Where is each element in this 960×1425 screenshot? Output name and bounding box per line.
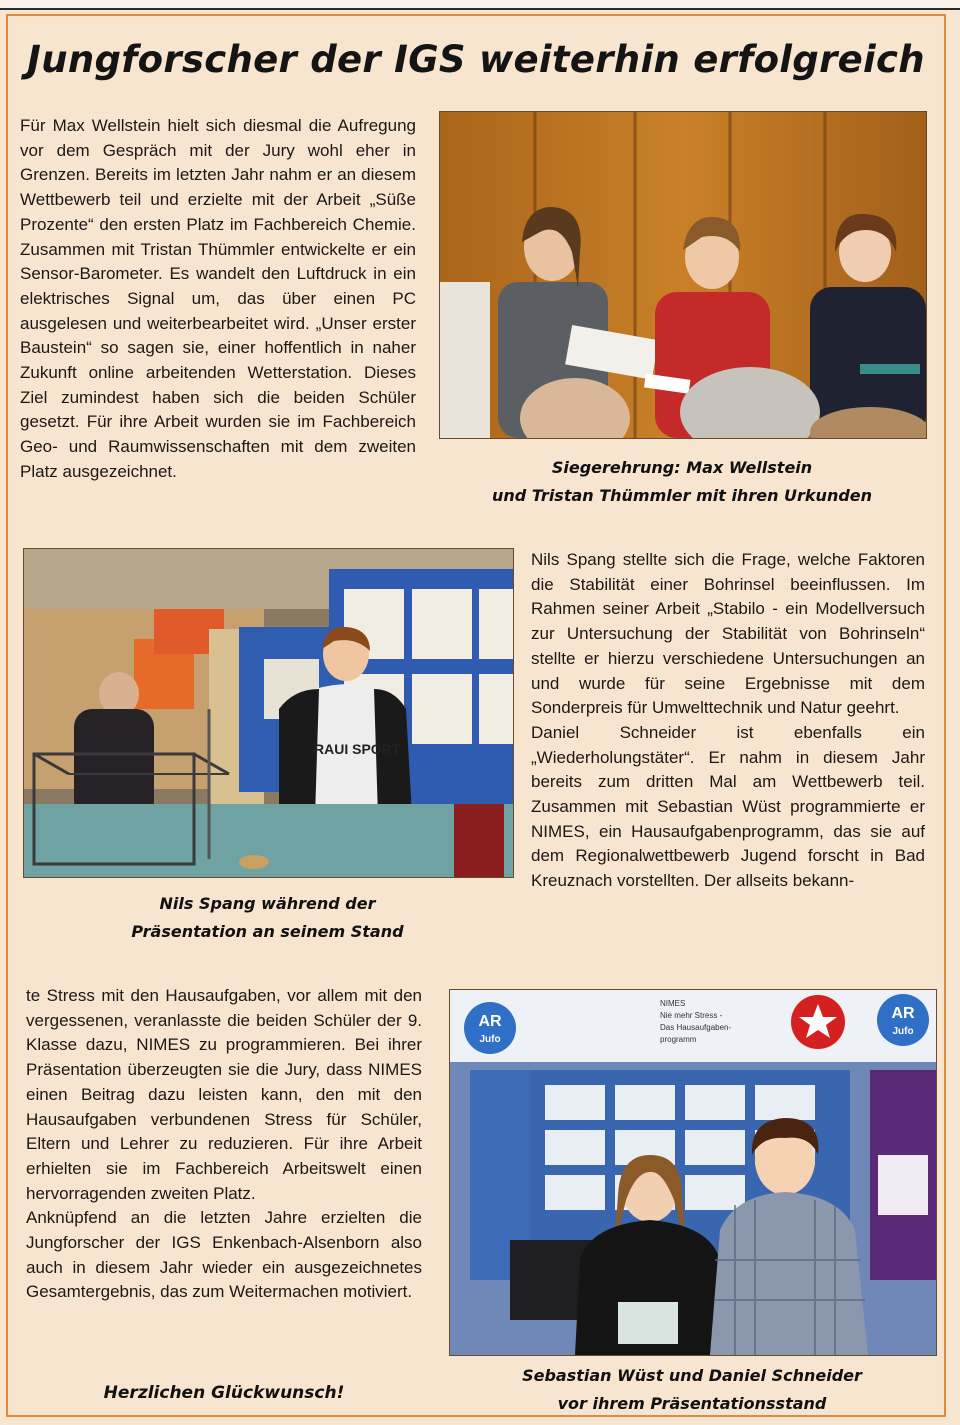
board-subtitle-text: Das Hausaufgaben- <box>660 1023 732 1032</box>
paragraph-nimes <box>26 984 422 1305</box>
presentation-stand-image <box>450 990 936 1355</box>
paragraph-text: Nils Spang stellte sich die Frage, welche Faktoren die Stabilität einer Bohrinsel beeinflussen. Im Rahmen seiner Arbeit „Stabilo - ein Modellversuch zur Untersuchung der Stabilität von Bohrinseln“ stellte er hierzu verschiedene Untersuchungen an und wurde für seine Ergebnisse mit dem Sonderpreis für Umwelttechnik und Natur geehrt. <box>531 550 925 718</box>
logo-right-bottom-text: Jufo <box>892 1026 914 1037</box>
caption-line: Siegerehrung: Max Wellstein <box>551 458 813 477</box>
photo-nils-spang <box>23 548 514 878</box>
logo-left-top-text: AR <box>478 1013 502 1030</box>
photo-award-ceremony <box>439 111 927 439</box>
caption-nils-spang <box>23 890 512 946</box>
paragraph-text: Daniel Schneider ist ebenfalls ein „Wiederholungstäter“. Er nahm in diesem Jahr bereits zum dritten Mal am Wettbewerb teil. Zusammen mit Sebastian Wüst programmierte er NIMES, ein Hausaufgabenprogramm, das sie auf dem Regionalwettbewerb Jugend forscht in Bad Kreuznach vorstellten. Der allseits bekann- <box>531 722 925 891</box>
paragraph-max-wellstein <box>20 114 416 485</box>
article-frame <box>6 14 946 1417</box>
paragraph-text: te Stress mit den Hausaufgaben, vor allem mit den vergessenen, veranlasste die beiden Schüler der 9. Klasse dazu, NIMES zu programmieren. Bei ihrer Präsentation überzeugten sie die Jury, dass NIMES einen Beitrag dazu leisten kann, den mit den Hausaufgaben verbundenen Stress für Schüler, Eltern und Lehrer zu reduzieren. Für ihre Arbeit erhielten sie im Fachbereich Arbeitswelt einen hervorragenden zweiten Platz. <box>26 986 422 1203</box>
caption-line: Präsentation an seinem Stand <box>131 922 404 941</box>
paragraph-text: Anknüpfend an die letzten Jahre erzielten die Jungforscher der IGS Enkenbach-Alsenborn also auch in diesem Jahr wieder ein ausgezeichnetes Gesamtergebnis, das zum Weitermachen motiviert. <box>26 1208 422 1302</box>
nils-spang-image <box>24 549 513 877</box>
caption-award-ceremony <box>439 454 925 510</box>
board-subtitle-text: Nie mehr Stress - <box>660 1011 723 1020</box>
paragraph-nils-daniel <box>531 548 925 894</box>
paragraph-text: Für Max Wellstein hielt sich diesmal die Aufregung vor dem Gespräch mit der Jury wohl eher in Grenzen. Bereits im letzten Jahr nahm er an diesem Wettbewerb teil und erzielte mit der Arbeit „Süße Prozente“ den ersten Platz im Fachbereich Chemie. Zusammen mit Tristan Thümmler entwickelte er ein Sensor-Barometer. Es wandelt den Luftdruck in ein elektrisches Signal um, das über einen PC ausgelesen und weiterbearbeitet wird. „Unser erster Baustein“ so sagen sie, einer hoffentlich in naher Zukunft online arbeitenden Wetterstation. Dieses Ziel zumindest haben sich die beiden Schüler gesetzt. Für ihre Arbeit wurden sie im Fachbereich Geo- und Raumwissenschaften mit dem zweiten Platz ausgezeichnet. <box>20 116 416 481</box>
board-title-text: NIMES <box>660 999 686 1008</box>
caption-line: Sebastian Wüst und Daniel Schneider <box>522 1366 862 1385</box>
caption-line: Nils Spang während der <box>159 894 376 913</box>
article-title: Jungforscher der IGS weiterhin erfolgreich <box>27 38 925 81</box>
caption-line: vor ihrem Präsentationsstand <box>557 1394 827 1413</box>
logo-right-top-text: AR <box>891 1005 915 1022</box>
page-top-strip <box>0 0 960 10</box>
caption-presentation-stand <box>449 1362 935 1418</box>
award-ceremony-image <box>440 112 926 438</box>
logo-left-bottom-text: Jufo <box>479 1034 501 1045</box>
svg-text:RAUI SPORT: RAUI SPORT <box>314 741 401 757</box>
photo-presentation-stand <box>449 989 937 1356</box>
closing-congratulations: Herzlichen Glückwunsch! <box>103 1383 345 1403</box>
board-subtitle-text: programm <box>660 1035 697 1044</box>
caption-line: und Tristan Thümmler mit ihren Urkunden <box>491 486 873 505</box>
